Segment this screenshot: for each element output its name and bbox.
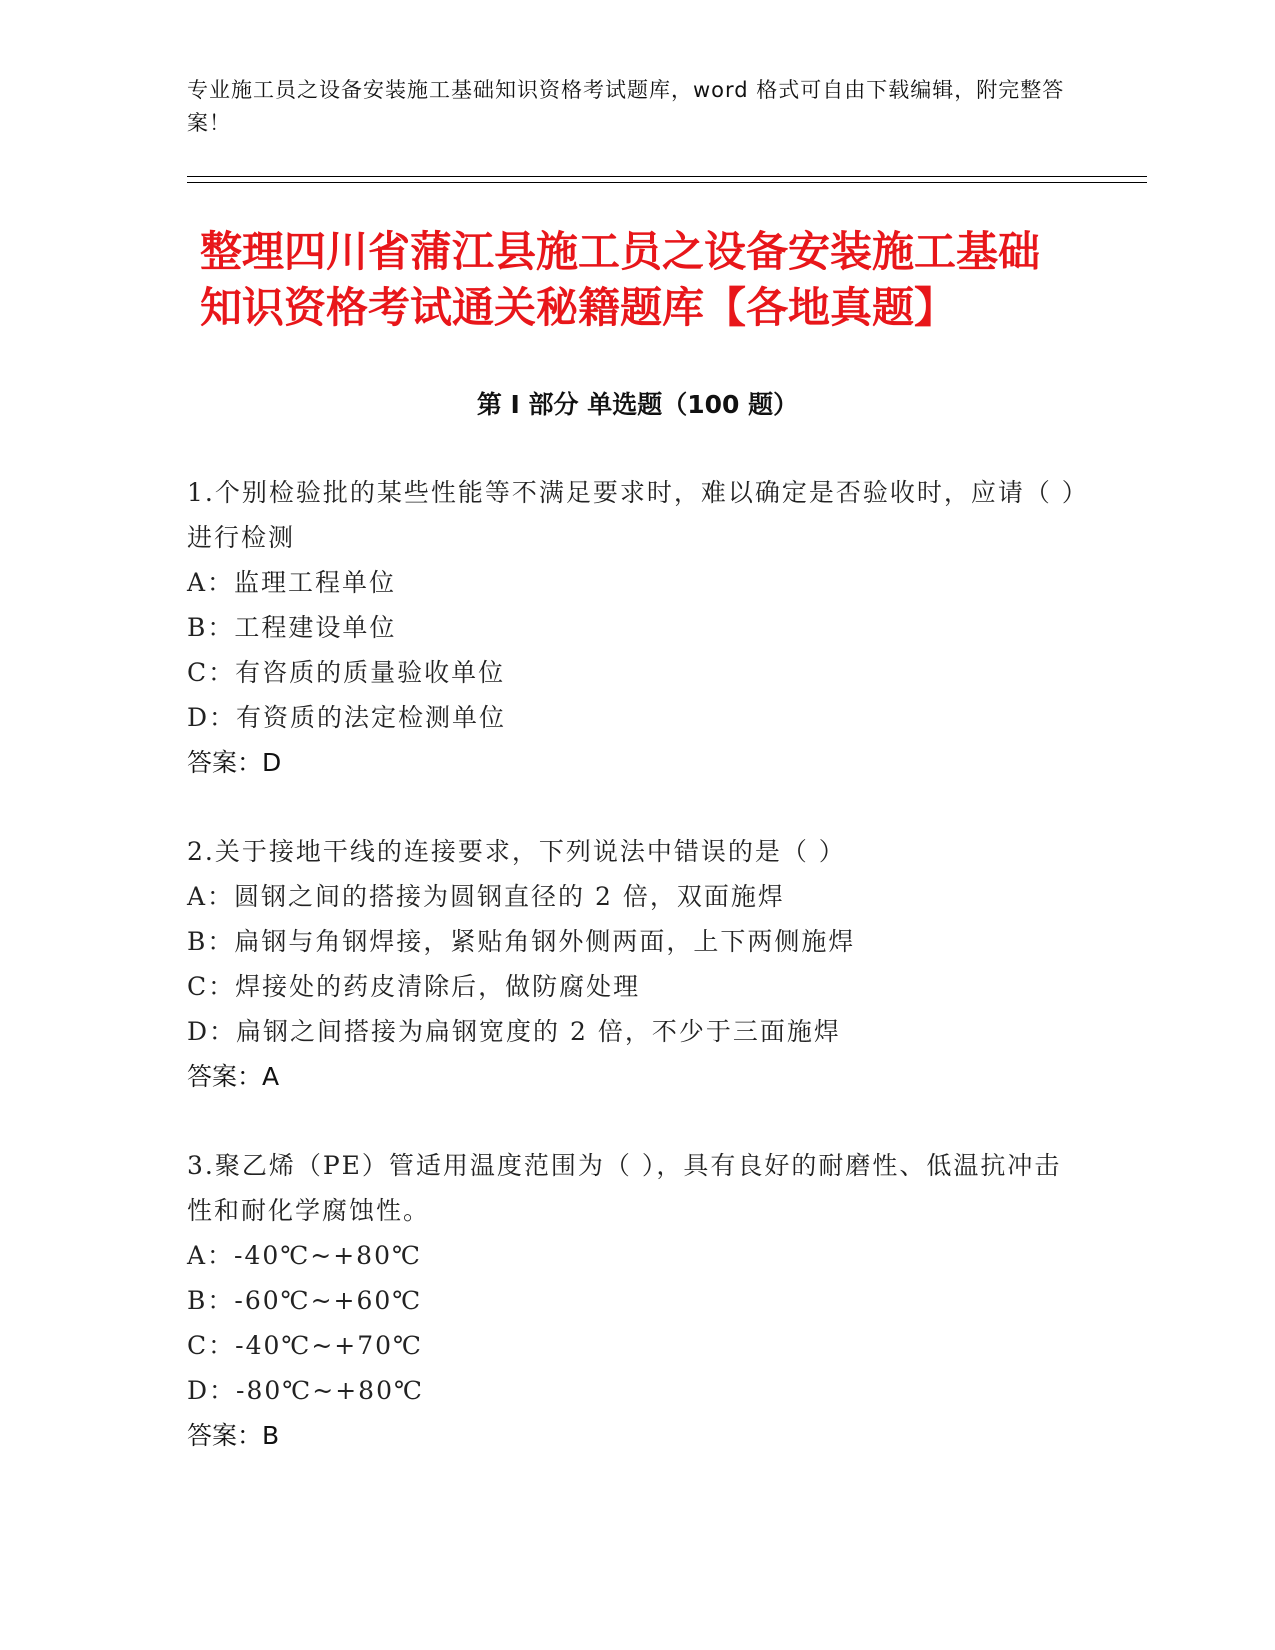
- option-c: C：-40℃~+70℃: [187, 1331, 424, 1360]
- option-b: B：工程建设单位: [187, 613, 397, 642]
- question-text: 1.个别检验批的某些性能等不满足要求时，难以确定是否验收时，应请（ ）进行检测: [187, 478, 1077, 552]
- question-text: 3.聚乙烯（PE）管适用温度范围为（ ），具有良好的耐磨性、低温抗冲击性和耐化学腐蚀性。: [187, 1151, 1062, 1225]
- option-b: B：扁钢与角钢焊接，紧贴角钢外侧两面，上下两侧施焊: [187, 927, 856, 956]
- option-b: B：-60℃~+60℃: [187, 1286, 423, 1315]
- question-3: [187, 1143, 1087, 1458]
- option-a: A：-40℃~+80℃: [187, 1241, 422, 1270]
- option-a: A：监理工程单位: [187, 568, 397, 597]
- option-c: C：有咨质的质量验收单位: [187, 658, 506, 687]
- document-title: 整理四川省蒲江县施工员之设备安装施工基础知识资格考试通关秘籍题库【各地真题】: [200, 227, 1041, 332]
- answer: 答案：B: [187, 1421, 280, 1450]
- answer: 答案：D: [187, 748, 282, 777]
- option-d: D：扁钢之间搭接为扁钢宽度的 2 倍，不少于三面施焊: [187, 1017, 841, 1046]
- header-divider-bottom: [187, 182, 1147, 183]
- header-divider-top: [187, 176, 1147, 177]
- option-d: D：有资质的法定检测单位: [187, 703, 507, 732]
- option-a: A：圆钢之间的搭接为圆钢直径的 2 倍，双面施焊: [187, 882, 785, 911]
- section-title: 第 I 部分 单选题（100 题）: [476, 390, 799, 419]
- question-list: [187, 470, 1087, 1502]
- question-text: 2.关于接地干线的连接要求，下列说法中错误的是（ ）: [187, 837, 846, 866]
- answer: 答案：A: [187, 1062, 280, 1091]
- question-1: [187, 470, 1087, 785]
- header-note: 专业施工员之设备安装施工基础知识资格考试题库，word 格式可自由下载编辑，附完整答案！: [187, 78, 1065, 135]
- option-c: C：焊接处的药皮清除后，做防腐处理: [187, 972, 641, 1001]
- option-d: D：-80℃~+80℃: [187, 1376, 424, 1405]
- question-2: [187, 829, 1087, 1099]
